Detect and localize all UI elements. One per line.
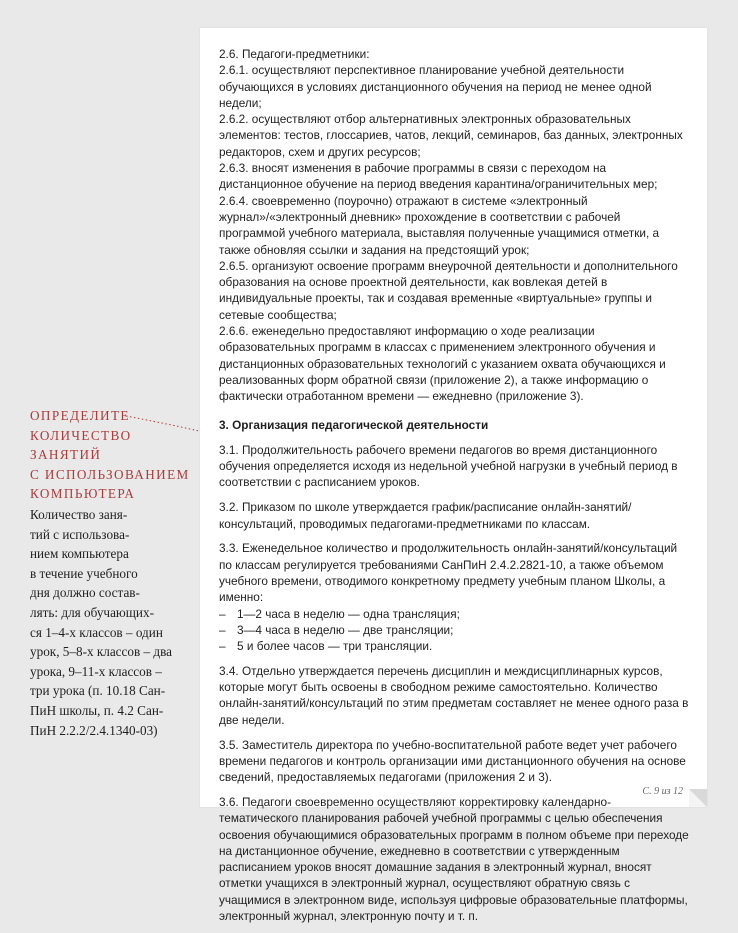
paragraph-3-1: 3.1. Продолжительность рабочего времени педагогов во время дистанционного обучения определяется исходя из недельной учебной нагрузки в учебный период в соответствии с расписанием уроков. — [219, 442, 678, 490]
sidebar-text — [30, 505, 188, 740]
section-2-6 — [219, 46, 689, 405]
sidebar-text-line: ПиН 2.2.2/2.4.1340-03) — [30, 722, 158, 738]
sidebar-text-line: нием компьютера — [30, 546, 129, 562]
sidebar-title-line: КОЛИЧЕСТВО — [30, 427, 132, 443]
list-item-text: 5 и более часов — три трансляции. — [237, 639, 433, 654]
page-corner-fold — [689, 789, 707, 807]
list-item — [219, 622, 689, 638]
sidebar-title-line: ЗАНЯТИЙ — [30, 447, 102, 462]
paragraph: 2.6.4. своевременно (поурочно) отражают в системе «электронный журнал»/«электронный дневник» прохождение в соответствии с рабочей программой учебного материала, выставляя полученные учащимися отметки, а также обновляя ссылки и задания на предстоящий урок; — [219, 193, 660, 257]
paragraph: 2.6.1. осуществляют перспективное планирование учебной деятельности обучающихся в условиях дистанционного обучения на период не менее одной недели; — [219, 63, 652, 110]
list-item-text: 3—4 часа в неделю — две трансляции; — [237, 622, 454, 637]
paragraph-3-3 — [219, 540, 689, 654]
sidebar-text-line: Количество заня- — [30, 507, 128, 522]
list-dash: – — [219, 606, 226, 621]
list-item-text: 1—2 часа в неделю — одна трансляция; — [237, 606, 460, 621]
sidebar-text-line: лять: для обучающих- — [30, 604, 154, 620]
document-content — [219, 46, 689, 933]
list-dash: – — [219, 622, 226, 637]
sidebar-text-line: ся 1–4-х классов – один — [30, 624, 163, 640]
paragraph: 2.6.2. осуществляют отбор альтернативных электронных образовательных элементов: тестов, глоссариев, чатов, лекций, семинаров, баз данных, электронных редакторов, схем и других ресурсов; — [219, 112, 683, 159]
sidebar-text-line: три урока (п. 10.18 Сан- — [30, 683, 166, 699]
paragraph-3-5: 3.5. Заместитель директора по учебно-воспитательной работе ведет учет рабочего времени педагогов и контроль организации ими дистанционного обучения на основе сведений, предоставляемых педагогами (приложения 2 и 3). — [219, 737, 686, 785]
paragraph-3-6: 3.6. Педагоги своевременно осуществляют корректировку календарно-тематического планирования рабочей учебной программы с целью обеспечения освоения обучающимися образовательных программ в полном объеме при переходе на дистанционное обучение, ежедневно в соответствии с утвержденным расписанием уроков вносят домашние задания в электронный журнал, вносят отметки учащихся в электронный журнал, осуществляют обратную связь с учащимися в электронном виде, используя цифровые образовательные платформы, электронный журнал, электронную почту и т. п. — [219, 794, 689, 924]
sidebar-title-line: ОПРЕДЕЛИТЕ — [30, 408, 130, 423]
sidebar-title-line: КОМПЬЮТЕРА — [30, 486, 136, 501]
paragraph: 2.6.3. вносят изменения в рабочие программы в связи с переходом на дистанционное обучение на период введения карантина/ограничительных мер; — [219, 161, 658, 192]
section-heading: 3. Организация педагогической деятельности — [219, 417, 489, 432]
document-page — [200, 28, 707, 924]
sidebar-text-line: урок, 5–8-х классов – два — [30, 644, 173, 660]
paragraph-3-3-text: 3.3. Еженедельное количество и продолжительность онлайн-занятий/консультаций по классам регулируется требованиями СанПиН 2.4.2.2821-10, а также объемом учебного времени, отводимого конкретному предмету учебным планом Школы, а именно: — [219, 541, 678, 605]
sidebar-title-line: С ИСПОЛЬЗОВАНИЕМ — [30, 466, 190, 482]
paragraph: 2.6.6. еженедельно предоставляют информацию о ходе реализации образовательных программ в классах с применением электронного обучения и дистанционных образовательных технологий с указанием охвата обучающихся и реализованных форм обратной связи (приложение 2), а также информацию о фактически отработанном времени — ежедневно (приложение 3). — [219, 324, 666, 404]
sidebar-text-line: в течение учебного — [30, 565, 138, 581]
paragraph: 2.6. Педагоги-предметники: — [219, 47, 370, 61]
sidebar-text-line: урока, 9–11-х классов – — [30, 663, 162, 679]
sidebar-text-line: тий с использова- — [30, 526, 130, 542]
list-dash: – — [219, 639, 226, 654]
list-item — [219, 606, 689, 622]
sidebar-text-line: дня должно состав- — [30, 585, 140, 601]
paragraph-3-2: 3.2. Приказом по школе утверждается график/расписание онлайн-занятий/консультаций, проводимых педагогами-предметниками по классам. — [219, 500, 632, 531]
paragraph-3-4: 3.4. Отдельно утверждается перечень дисциплин и междисциплинарных курсов, которые могут быть освоены в свободном режиме самостоятельно. Количество онлайн-занятий/консультаций по этим предметам составляет не менее одного раза в две недели. — [219, 663, 689, 727]
sidebar-title — [30, 406, 190, 504]
paragraph: 2.6.5. организуют освоение программ внеурочной деятельности и дополнительного образования на основе проектной деятельности, как вовлекая детей в индивидуальные проекты, так и создавая временные «виртуальные» группы и сетевые сообщества; — [219, 258, 678, 322]
page-number: С. 9 из 12 — [642, 786, 683, 797]
list-item — [219, 638, 689, 654]
sidebar-text-line: ПиН школы, п. 4.2 Сан- — [30, 702, 164, 718]
